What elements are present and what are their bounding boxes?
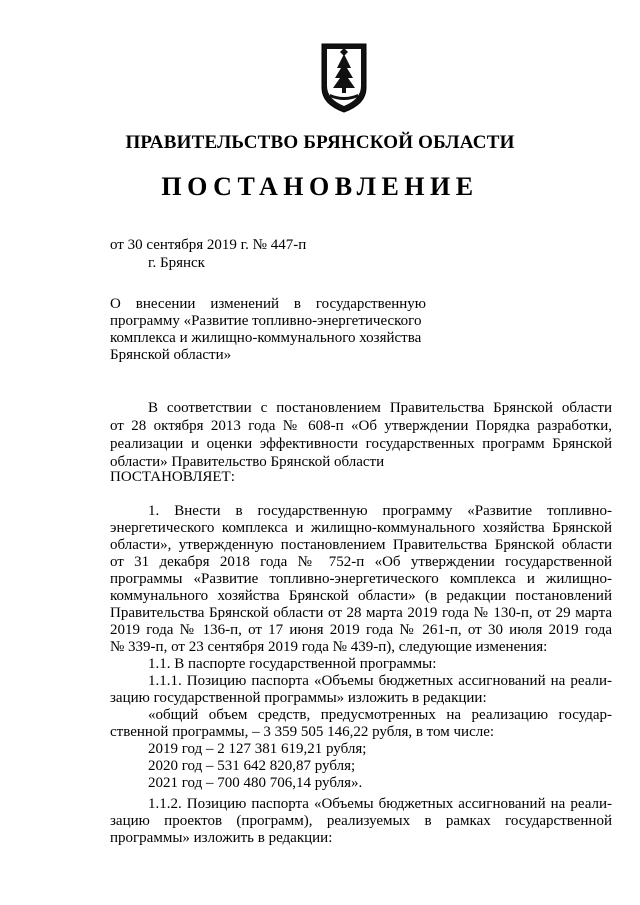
subject-line: О внесении изменений в государственную <box>110 296 426 312</box>
document-city: г. Брянск <box>148 255 205 271</box>
body-line: области», утвержденную постановлением Правительства Брянской области <box>110 537 612 553</box>
body-line: энергетического комплекса и жилищно-коммунального хозяйства Брянской <box>110 520 612 536</box>
body-line: 2019 года № 136-п, от 17 июня 2019 года № 261-п, от 30 июля 2019 года <box>110 622 612 638</box>
body-line: Правительства Брянской области от 28 марта 2019 года № 130-п, от 29 марта <box>110 605 612 621</box>
body-line: ственной программы, – 3 359 505 146,22 рубля, в том числе: <box>110 724 495 740</box>
body-line: 2020 год – 531 642 820,87 рубля; <box>148 758 356 774</box>
body-line: зацию государственной программы» изложить в редакции: <box>110 690 487 706</box>
document-type-title: ПОСТАНОВЛЕНИЕ <box>161 172 479 201</box>
preamble-line: В соответствии с постановлением Правительства Брянской области <box>148 400 612 416</box>
subject-line: комплекса и жилищно-коммунального хозяйства <box>110 330 422 346</box>
preamble-line: реализации и оценки эффективности государственных программ Брянской <box>110 436 612 452</box>
coat-of-arms-icon <box>318 42 370 114</box>
subject-line: Брянской области» <box>110 347 232 363</box>
body-line: 1.1. В паспорте государственной программы: <box>148 656 437 672</box>
body-line: коммунального хозяйства Брянской области» (в редакции постановлений <box>110 588 612 604</box>
body-line: 1. Внести в государственную программу «Развитие топливно- <box>148 503 612 519</box>
subject-line: программу «Развитие топливно-энергетического <box>110 313 422 329</box>
preamble-line: от 28 октября 2013 года № 608-п «Об утверждении Порядка разработки, <box>110 418 612 434</box>
resolves-heading: ПОСТАНОВЛЯЕТ: <box>110 469 235 485</box>
body-line: «общий объем средств, предусмотренных на реализацию государ- <box>148 707 612 723</box>
body-line: 2021 год – 700 480 706,14 рубля». <box>148 775 363 791</box>
document-date-number: от 30 сентября 2019 г. № 447-п <box>110 237 307 253</box>
body-line: программы» изложить в редакции: <box>110 830 333 846</box>
preamble-line: области» Правительство Брянской области <box>110 454 385 470</box>
body-line: 2019 год – 2 127 381 619,21 рубля; <box>148 741 367 757</box>
body-line: 1.1.1. Позицию паспорта «Объемы бюджетных ассигнований на реали- <box>148 673 612 689</box>
body-line: № 339-п, от 23 сентября 2019 года № 439-п), следующие изменения: <box>110 639 548 655</box>
government-title: ПРАВИТЕЛЬСТВО БРЯНСКОЙ ОБЛАСТИ <box>125 132 515 153</box>
body-line: 1.1.2. Позицию паспорта «Объемы бюджетных ассигнований на реали- <box>148 796 612 812</box>
body-line: программы «Развитие топливно-энергетического комплекса и жилищно- <box>110 571 612 587</box>
body-line: от 31 декабря 2018 года № 752-п «Об утверждении государственной <box>110 554 612 570</box>
body-line: зацию проектов (программ), реализуемых в рамках государственной <box>110 813 612 829</box>
